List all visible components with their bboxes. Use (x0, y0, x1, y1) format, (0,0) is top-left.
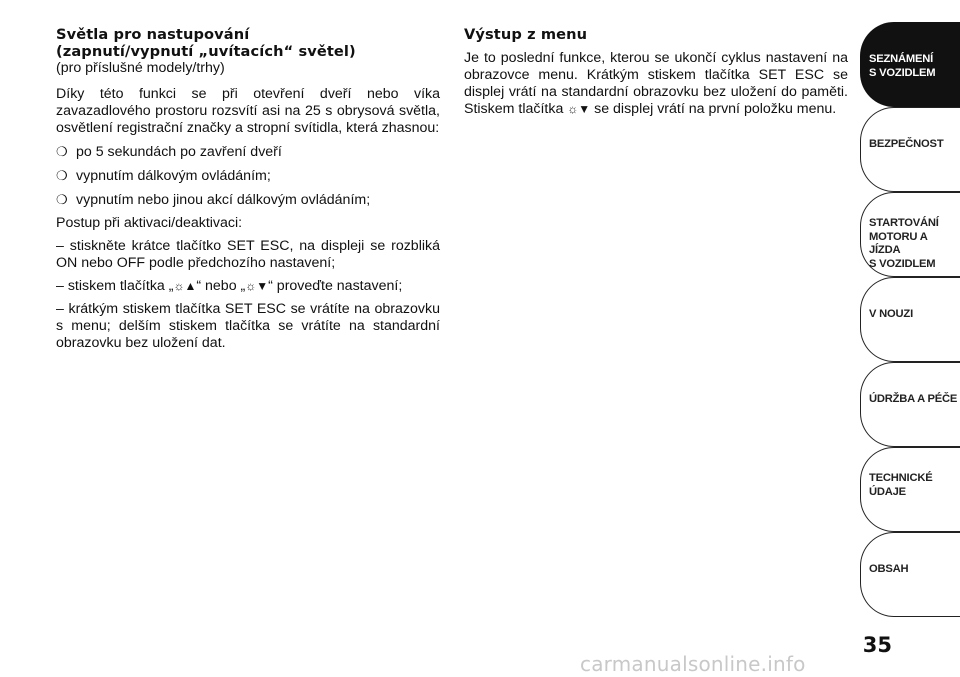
bullet-text: po 5 sekundách po zavření dveří (76, 144, 282, 160)
tab-seznameni-s-vozidlem[interactable]: SEZNÁMENÍ S VOZIDLEM (860, 22, 960, 107)
chapter-tabs (860, 22, 960, 617)
procedure-step-1: – stiskněte krátce tlačítko SET ESC, na displeji se rozbliká ON nebo OFF podle předchozího nastavení; (56, 238, 440, 271)
tab-v-nouzi[interactable]: V NOUZI (860, 277, 960, 362)
left-column (56, 26, 440, 358)
bullet-text: vypnutím nebo jinou akcí dálkovým ovládáním; (76, 192, 371, 208)
bullet-text: vypnutím dálkovým ovládáním; (76, 168, 271, 184)
exit-menu-paragraph (464, 50, 848, 118)
tab-bezpecnost[interactable]: BEZPEČNOST (860, 107, 960, 192)
watermark-text: carmanualsonline.info (580, 652, 806, 676)
section-title-exit-menu: Výstup z menu (464, 26, 588, 43)
tab-obsah[interactable]: OBSAH (860, 532, 960, 617)
tab-udrzba-a-pece[interactable]: ÚDRŽBA A PÉČE (860, 362, 960, 447)
brightness-down-icon: ☼▼ (245, 279, 269, 293)
circle-bullet-icon: ❍ (56, 144, 68, 159)
section-title-line1: Světla pro nastupování (56, 26, 250, 43)
procedure-label: Postup při aktivaci/deaktivaci: (56, 215, 243, 231)
right-column (464, 26, 848, 124)
brightness-up-icon: ☼▲ (173, 279, 197, 293)
tab-technicke-udaje[interactable]: TECHNICKÉ ÚDAJE (860, 447, 960, 532)
list-item (56, 191, 440, 209)
step2-text-b: “ nebo „ (196, 278, 246, 294)
circle-bullet-icon: ❍ (56, 192, 68, 207)
model-note: (pro příslušné modely/trhy) (56, 60, 225, 76)
tab-startovani-motoru[interactable]: STARTOVÁNÍ MOTORU A JÍZDA S VOZIDLEM (860, 192, 960, 277)
brightness-down-icon: ☼▼ (567, 102, 591, 116)
exit-menu-text-a: Je to poslední funkce, kterou se ukončí cyklus nastavení na obrazovce menu. Krátkým stiskem tlačítka SET ESC se displej vrátí na standardní obrazovku bez uložení do paměti. Stiskem tlačítka (464, 50, 848, 117)
step2-text-a: – stiskem tlačítka „ (56, 278, 174, 294)
page-number: 35 (862, 633, 892, 657)
circle-bullet-icon: ❍ (56, 168, 68, 183)
intro-paragraph: Díky této funkci se při otevření dveří nebo víka zavazadlového prostoru rozsvítí asi na 25 s obrysová světla, osvětlení registrační značky a stropní svítidla, která zhasnou: (56, 86, 440, 136)
procedure-step-2 (56, 278, 440, 295)
step2-text-c: “ proveďte nastavení; (268, 278, 403, 294)
list-item (56, 143, 440, 161)
exit-menu-text-b: se displej vrátí na první položku menu. (590, 101, 837, 117)
list-item (56, 167, 440, 185)
section-title-line2: (zapnutí/vypnutí „uvítacích“ světel) (56, 43, 356, 60)
procedure-step-3: – krátkým stiskem tlačítka SET ESC se vrátíte na obrazovku s menu; delším stiskem tlačítka se vrátíte na standardní obrazovku bez uložení dat. (56, 301, 440, 351)
